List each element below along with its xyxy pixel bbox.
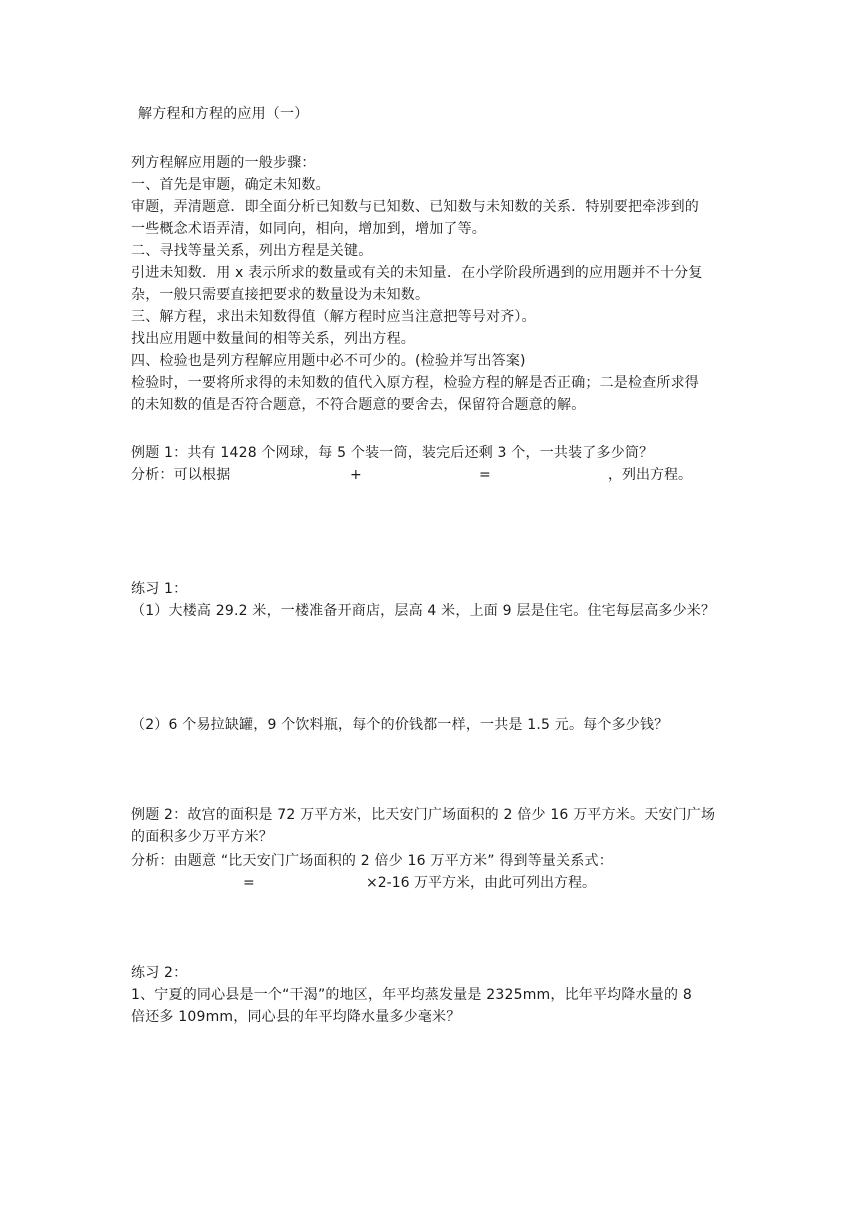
- practice-2-question-line-2: 倍还多 109mm，同心县的年平均降水量多少毫米？: [131, 1009, 461, 1025]
- example-2-analysis: 分析：由题意 “比天安门广场面积的 2 倍少 16 万平方米” 得到等量关系式：: [131, 853, 613, 869]
- practice-1-question-2: （2）6 个易拉缺罐，9 个饮料瓶，每个的价钱都一样，一共是 1.5 元。每个多少钱？: [131, 717, 669, 733]
- step-1-desc-line-2: 一些概念术语弄清，如同向，相向，增加到，增加了等。: [131, 221, 486, 237]
- step-2-desc-line-2: 杂，一般只需要直接把要求的数量设为未知数。: [131, 287, 430, 303]
- step-2: 二、寻找等量关系，列出方程是关键。: [131, 243, 373, 259]
- example-1-equals-sign: =: [479, 467, 491, 483]
- step-4-desc-line-1: 检验时，一要将所求得的未知数的值代入原方程，检验方程的解是否正确；二是检查所求得: [131, 375, 699, 391]
- step-2-desc-line-1: 引进未知数．用 x 表示所求的数量或有关的未知量．在小学阶段所遇到的应用题并不十分复: [131, 265, 703, 281]
- example-2-question-line-1: 例题 2：故宫的面积是 72 万平方米，比天安门广场面积的 2 倍少 16 万平方米。天安门广场: [131, 807, 716, 823]
- example-1-plus-sign: +: [350, 467, 362, 483]
- step-1-desc-line-1: 审题，弄清题意．即全面分析已知数与已知数、已知数与未知数的关系．特别要把牵涉到的: [131, 199, 699, 215]
- steps-heading: 列方程解应用题的一般步骤：: [131, 155, 316, 171]
- practice-2-heading: 练习 2：: [131, 965, 188, 981]
- practice-2-question-line-1: 1、宁夏的同心县是一个“干渴”的地区，年平均蒸发量是 2325mm，比年平均降水量的 8: [131, 987, 692, 1003]
- step-1: 一、首先是审题，确定未知数。: [131, 177, 330, 193]
- practice-1-question-1: （1）大楼高 29.2 米，一楼准备开商店，层高 4 米，上面 9 层是住宅。住宅每层高多少米？: [131, 603, 716, 619]
- step-4-desc-line-2: 的未知数的值是否符合题意，不符合题意的要舍去，保留符合题意的解。: [131, 397, 586, 413]
- step-3-desc: 找出应用题中数量间的相等关系，列出方程。: [131, 331, 415, 347]
- step-3: 三、解方程，求出未知数得值（解方程时应当注意把等号对齐）。: [131, 309, 536, 325]
- example-2-question-line-2: 的面积多少万平方米？: [131, 829, 273, 845]
- page-title: 解方程和方程的应用（一）: [138, 106, 309, 122]
- example-1-analysis-suffix: ，列出方程。: [608, 467, 692, 483]
- step-4: 四、检验也是列方程解应用题中必不可少的。(检验并写出答案): [131, 353, 526, 369]
- practice-1-heading: 练习 1：: [131, 581, 188, 597]
- example-2-formula-suffix: ×2-16 万平方米，由此可列出方程。: [366, 875, 596, 891]
- example-1-question: 例题 1：共有 1428 个网球，每 5 个装一筒，装完后还剩 3 个，一共装了多少筒？: [131, 445, 654, 461]
- example-1-analysis-prefix: 分析：可以根据: [131, 467, 231, 483]
- example-2-equals-sign: =: [243, 875, 255, 891]
